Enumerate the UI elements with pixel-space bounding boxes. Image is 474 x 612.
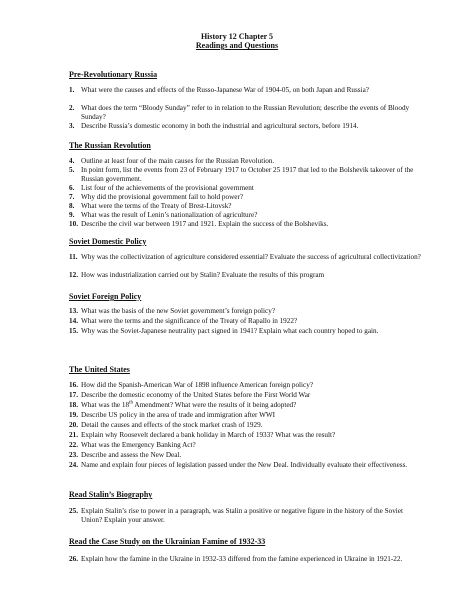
question-item — [69, 461, 421, 470]
question-text: What does the term “Bloody Sunday” refer to in relation to the Russian Revolution; describe the events of Bloody Sunday? — [81, 104, 410, 121]
question-item — [69, 122, 421, 131]
question-text: Describe the domestic economy of the United States before the First World War — [81, 391, 311, 399]
question-item — [69, 507, 421, 525]
question-number: 16. — [69, 381, 78, 389]
question-text: Explain how the famine in the Ukraine in 1932-33 differed from the famine experienced in Ukraine in 1921-22. — [81, 555, 403, 563]
question-text: Describe the civil war between 1917 and 1921. Explain the success of the Bolsheviks. — [81, 220, 329, 228]
question-text: What were the causes and effects of the Russo-Japanese War of 1904-05, on both Japan and Russia? — [81, 86, 369, 94]
question-item — [69, 421, 421, 430]
question-item — [69, 220, 421, 229]
question-item — [69, 157, 421, 166]
question-item — [69, 86, 421, 95]
question-number: 12. — [69, 271, 78, 279]
question-item — [69, 317, 421, 326]
question-item — [69, 253, 421, 262]
question-item — [69, 166, 421, 184]
question-number: 11. — [69, 253, 78, 261]
section-heading: The United States — [69, 365, 130, 374]
question-text: List four of the achievements of the provisional government — [81, 184, 254, 192]
question-number: 22. — [69, 441, 78, 449]
document-subtitle: Readings and Questions — [195, 41, 279, 50]
question-text: Explain why Roosevelt declared a bank holiday in March of 1933? What was the result? — [81, 431, 336, 439]
question-text-part: What was the 18 — [81, 401, 130, 409]
question-text: What were the terms and the significance of the Treaty of Rapallo in 1922? — [81, 317, 298, 325]
question-text: Outline at least four of the main causes for the Russian Revolution. — [81, 157, 275, 165]
question-text: How was industrialization carried out by Stalin? Evaluate the results of this program — [81, 271, 325, 279]
question-number: 4. — [69, 157, 75, 165]
question-text: Describe US policy in the area of trade and immigration after WWI — [81, 411, 276, 419]
question-text: Describe Russia’s domestic economy in both the industrial and agricultural sectors, before 1914. — [81, 122, 359, 130]
question-number: 20. — [69, 421, 78, 429]
question-number: 10. — [69, 220, 78, 228]
question-number: 24. — [69, 461, 78, 469]
question-text: What were the terms of the Treaty of Brest-Litovsk? — [81, 202, 232, 210]
question-number: 25. — [69, 507, 78, 515]
question-item — [69, 104, 421, 122]
question-item — [69, 391, 421, 400]
question-text: How did the Spanish-American War of 1898 influence American foreign policy? — [81, 381, 314, 389]
section-heading: Read the Case Study on the Ukrainian Famine of 1932-33 — [69, 537, 266, 546]
section-heading: Soviet Foreign Policy — [69, 292, 142, 301]
question-text: What was the basis of the new Soviet government’s foreign policy? — [81, 307, 276, 315]
question-text: Detail the causes and effects of the stock market crash of 1929. — [81, 421, 263, 429]
question-text: Why did the provisional government fail to hold power? — [81, 193, 244, 201]
question-text: Explain Stalin’s rise to power in a paragraph, was Stalin a positive or negative figure in the history of the Soviet Union? Explain your answer. — [81, 507, 403, 524]
ordinal-suffix: th — [129, 400, 133, 406]
section-heading: The Russian Revolution — [69, 141, 151, 150]
question-text: In point form, list the events from 23 of February 1917 to October 25 1917 that led to the Bolshevik takeover of the Russian government. — [81, 166, 414, 183]
question-item — [69, 271, 421, 280]
section-heading: Soviet Domestic Policy — [69, 237, 147, 246]
question-text: Why was the collectivization of agriculture considered essential? Evaluate the success of agricultural collectivization? — [81, 253, 421, 261]
question-item — [69, 381, 421, 390]
question-item — [69, 555, 421, 564]
question-item — [69, 401, 421, 410]
question-number: 19. — [69, 411, 78, 419]
question-number: 15. — [69, 327, 78, 335]
question-number: 17. — [69, 391, 78, 399]
question-item — [69, 441, 421, 450]
question-item — [69, 193, 421, 202]
question-number: 6. — [69, 184, 75, 192]
question-number: 7. — [69, 193, 75, 201]
question-text: Why was the Soviet-Japanese neutrality pact signed in 1941? Explain what each country hoped to gain. — [81, 327, 379, 335]
question-item — [69, 211, 421, 220]
question-item — [69, 327, 421, 336]
question-number: 18. — [69, 401, 78, 409]
question-number: 8. — [69, 202, 75, 210]
section-heading: Read Stalin’s Biography — [69, 490, 153, 499]
question-number: 26. — [69, 555, 78, 563]
question-item — [69, 451, 421, 460]
question-item — [69, 431, 421, 440]
question-number: 3. — [69, 122, 75, 130]
question-text: Name and explain four pieces of legislation passed under the New Deal. Individually evaluate their effectiveness. — [81, 461, 408, 469]
question-number: 13. — [69, 307, 78, 315]
question-item — [69, 307, 421, 316]
question-text: What was the result of Lenin’s nationalization of agriculture? — [81, 211, 258, 219]
question-text: Describe and assess the New Deal. — [81, 451, 182, 459]
question-number: 1. — [69, 86, 75, 94]
question-text: What was the Emergency Banking Act? — [81, 441, 196, 449]
question-number: 14. — [69, 317, 78, 325]
question-number: 21. — [69, 431, 78, 439]
question-number: 2. — [69, 104, 75, 112]
question-item — [69, 411, 421, 420]
section-heading: Pre-Revolutionary Russia — [69, 70, 158, 79]
question-number: 9. — [69, 211, 75, 219]
question-text-part: Amendment? What were the results of it being adopted? — [133, 401, 297, 409]
question-number: 5. — [69, 166, 75, 174]
question-item — [69, 184, 421, 193]
question-item — [69, 202, 421, 211]
question-text — [81, 401, 421, 410]
question-number: 23. — [69, 451, 78, 459]
document-title: History 12 Chapter 5 — [200, 32, 274, 41]
